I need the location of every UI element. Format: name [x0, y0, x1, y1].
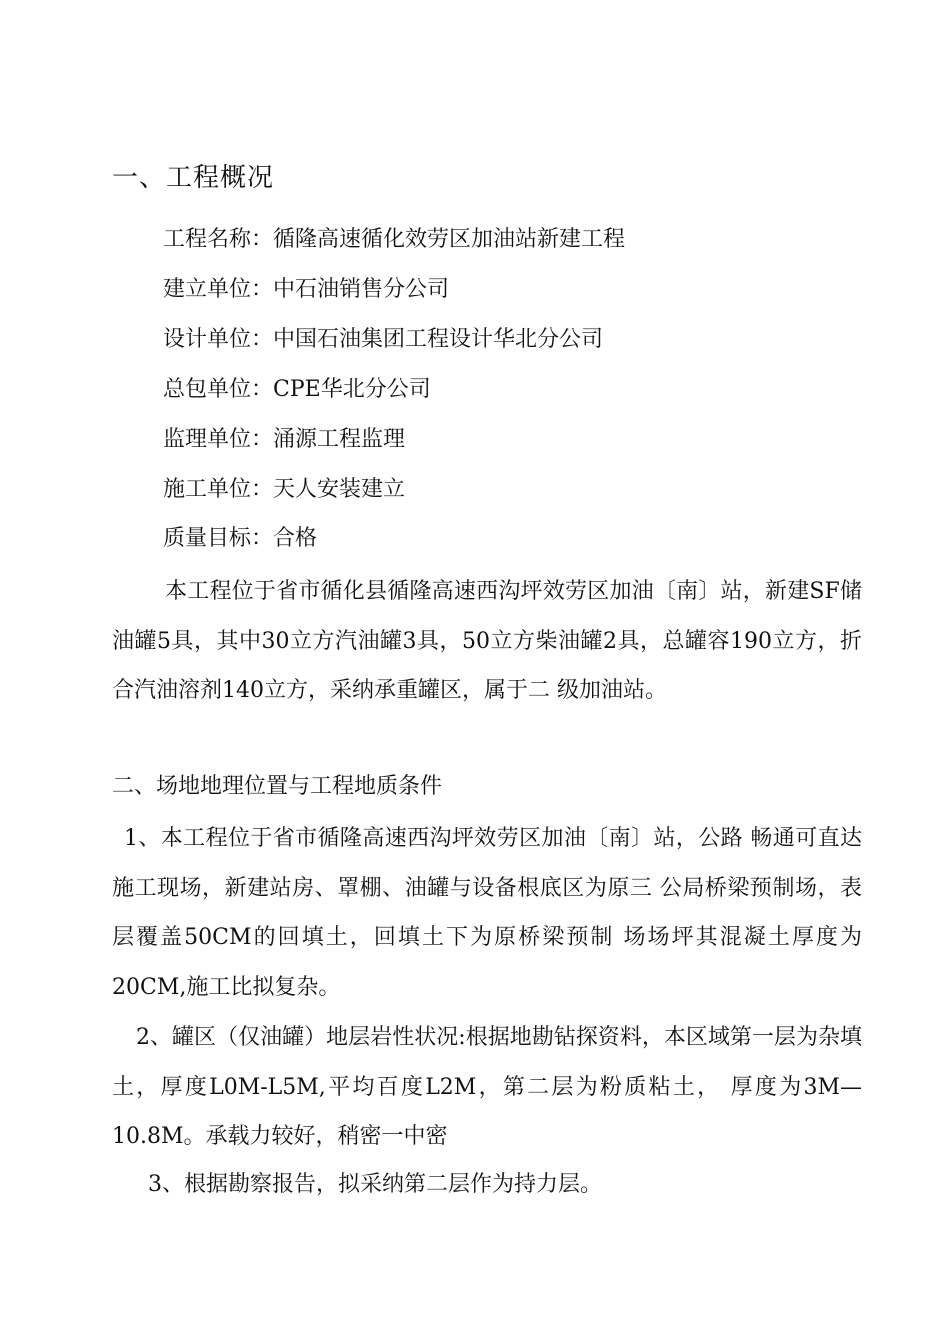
info-line-project-name: 工程名称：循隆高速循化效劳区加油站新建工程 — [163, 227, 626, 252]
info-line-contractor: 总包单位：CPE华北分公司 — [163, 377, 431, 402]
section-2-heading: 二、场地地理位置与工程地质条件 — [112, 774, 443, 799]
section-1-paragraph: 本工程位于省市循化县循隆高速西沟坪效劳区加油〔南〕站，新建SF储油罐5具，其中30立方汽油罐3具，50立方柴油罐2具，总罐容190立方，折合汽油溶剂140立方，采纳承重罐区，属于二 级加油站。 — [112, 579, 862, 703]
section-2-item-3: 3、根据勘察报告，拟采纳第二层作为持力层。 — [148, 1172, 602, 1197]
info-line-supervisor: 监理单位：涌源工程监理 — [163, 427, 406, 452]
section-2-item-1: 1、本工程位于省市循隆高速西沟坪效劳区加油〔南〕站，公路 畅通可直达施工现场，新建站房、罩棚、油罐与设备根底区为原三 公局桥梁预制场，表层覆盖50CM的回填土，回填土下为原桥梁预制 场场坪其混凝土厚度为20CM,施工比拟复杂。 — [112, 826, 862, 1000]
info-line-designer: 设计单位：中国石油集团工程设计华北分公司 — [163, 327, 604, 352]
section-2-item-2: 2、罐区（仅油罐）地层岩性状况:根据地勘钻探资料，本区域第一层为杂填土，厚度L0M-L5M,平均百度L2M，第二层为粉质粘土， 厚度为3M—10.8M。承载力较好，稍密一中密 — [112, 1025, 862, 1149]
info-line-quality-target: 质量目标：合格 — [163, 526, 318, 551]
info-line-owner: 建立单位：中石油销售分公司 — [163, 277, 450, 302]
section-1-heading: 一、工程概况 — [112, 163, 275, 193]
info-line-construction: 施工单位：天人安装建立 — [163, 477, 406, 502]
